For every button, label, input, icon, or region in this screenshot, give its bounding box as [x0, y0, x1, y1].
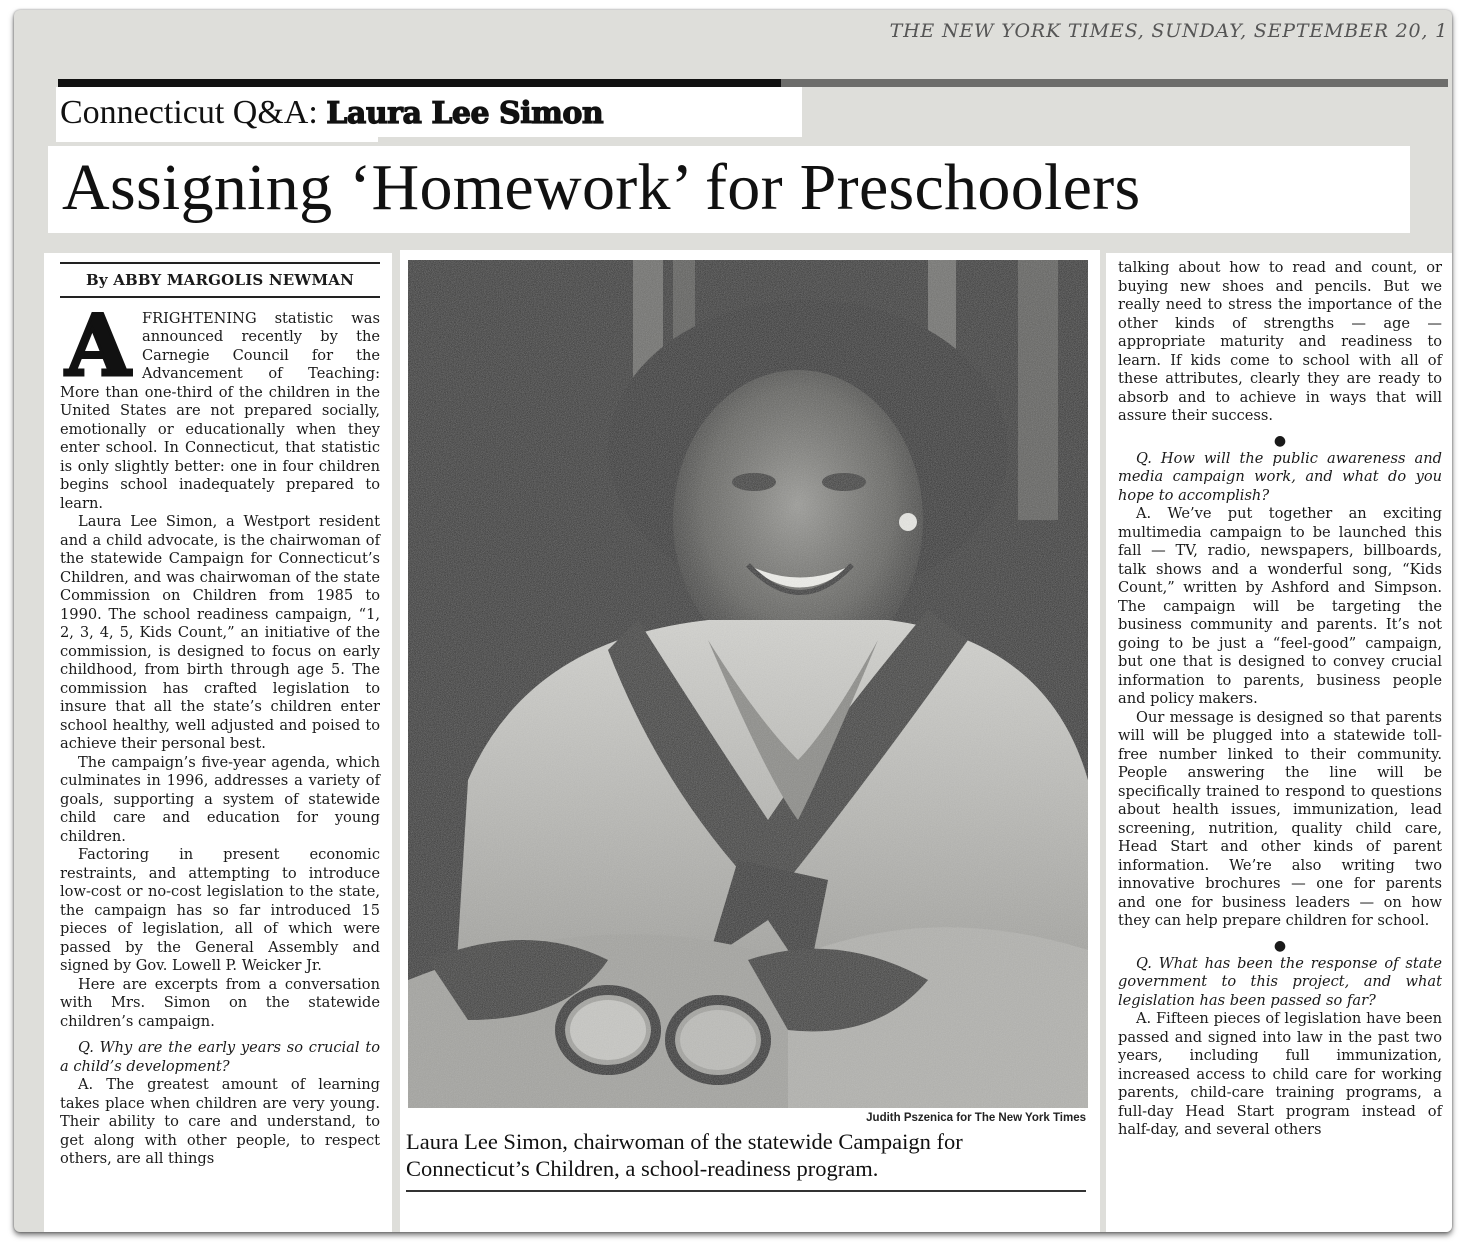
photo-block: [400, 250, 1100, 1232]
lead-paragraph: [60, 295, 380, 514]
continued-paragraph: talking about how to read and count, or buying new shoes and pencils. But we really need to stress the importance of the other kinds of strengths — age — appropriate maturity and readiness to learn. If kids come to school with all of these attributes, clearly they are ready to absorb and to achieve in ways that will assure their success.: [1118, 259, 1442, 424]
byline: By ABBY MARGOLIS NEWMAN: [60, 262, 380, 298]
caption-rule: [406, 1190, 1086, 1192]
left-column: [44, 253, 392, 1232]
answer: Our message is designed so that parents will will be plugged into a statewide toll-free number linked to their community. People answering the line will be specifically trained to respond to questions about health issues, immunization, lead screening, nutrition, quality child care, Head Start and other kinds of parent information. We’re also writing two innovative brochures — one for parents and one for business leaders — on how they can help prepare children for school.: [1118, 708, 1442, 929]
paragraph: Here are excerpts from a conversation with Mrs. Simon on the statewide children’s campaign.: [60, 975, 380, 1030]
question: Q. Why are the early years so crucial to a child’s development?: [60, 1039, 380, 1075]
section-separator: ●: [1273, 937, 1287, 954]
paragraph: The campaign’s five-year agenda, which culminates in 1996, addresses a variety of goals, supporting a system of statewide child care and education for young children.: [60, 753, 380, 845]
photo-caption: Laura Lee Simon, chairwoman of the statewide Campaign for Connecticut’s Children, a school-readiness program.: [406, 1129, 963, 1181]
answer: A. The greatest amount of learning takes place when children are very young. Their ability to care and understand, to get along with other people, to respect others, are all things: [60, 1076, 380, 1167]
question: Q. How will the public awareness and media campaign work, and what do you hope to accomplish?: [1118, 449, 1442, 504]
answer: A. Fifteen pieces of legislation have been passed and signed into law in the past two years, including full immunization, increased access to child care for working parents, child-care training programs, a full-day Head Start program instead of half-day, and several others: [1118, 1010, 1442, 1138]
photo-illustration: [408, 260, 1088, 1108]
kicker: [60, 94, 603, 132]
top-rule: [58, 79, 1448, 87]
answer: A. We’ve put together an exciting multimedia campaign to be launched this fall — TV, radio, newspapers, billboards, talk shows and a wonderful song, “Kids Count,” written by Ashford and Simpson. The campaign will be targeting the business community and parents. It’s not going to be just a “feel-good” campaign, but one that is designed to convey crucial information to parents, business people and policy makers.: [1118, 505, 1442, 707]
right-column: [1106, 253, 1452, 1232]
masthead: THE NEW YORK TIMES, SUNDAY, SEPTEMBER 20, 1: [889, 20, 1448, 42]
portrait-photo: [408, 260, 1088, 1108]
headline: Assigning ‘Homework’ for Preschoolers: [62, 151, 1141, 224]
photo-credit: Judith Pszenica for The New York Times: [866, 1112, 1086, 1124]
kicker-name: Laura Lee Simon: [326, 96, 604, 131]
newspaper-page: [14, 10, 1452, 1232]
kicker-label: Connecticut Q&A:: [60, 94, 327, 131]
section-separator: ●: [1273, 432, 1287, 449]
lead-paragraph-text: FRIGHTENING statistic was announced recently by the Carnegie Council for the Advancement of Teaching: More than one-third of the children in the United States are not prepared socially, emotionally or educationally when they enter school. In Connecticut, that statistic is only slightly better: one in four children begins school inadequately prepared to learn.: [60, 309, 380, 512]
dropcap: A: [65, 295, 131, 395]
question: Q. What has been the response of state government to this project, and what legislation has been passed so far?: [1118, 954, 1442, 1009]
paragraph: Factoring in present economic restraints, and attempting to introduce low-cost or no-cost legislation to the state, the campaign has so far introduced 15 pieces of legislation, all of which were passed by the General Assembly and signed by Gov. Lowell P. Weicker Jr.: [60, 846, 380, 974]
paragraph: Laura Lee Simon, a Westport resident and a child advocate, is the chairwoman of the statewide Campaign for Connecticut’s Children, and was chairwoman of the state Commission on Children from 1985 to 1990. The school readiness campaign, “1, 2, 3, 4, 5, Kids Count,” an initiative of the commission, is designed to focus on early childhood, from birth through age 5. The commission has crafted legislation to insure that all the state’s children enter school healthy, well adjusted and poised to achieve their personal best.: [60, 513, 380, 752]
